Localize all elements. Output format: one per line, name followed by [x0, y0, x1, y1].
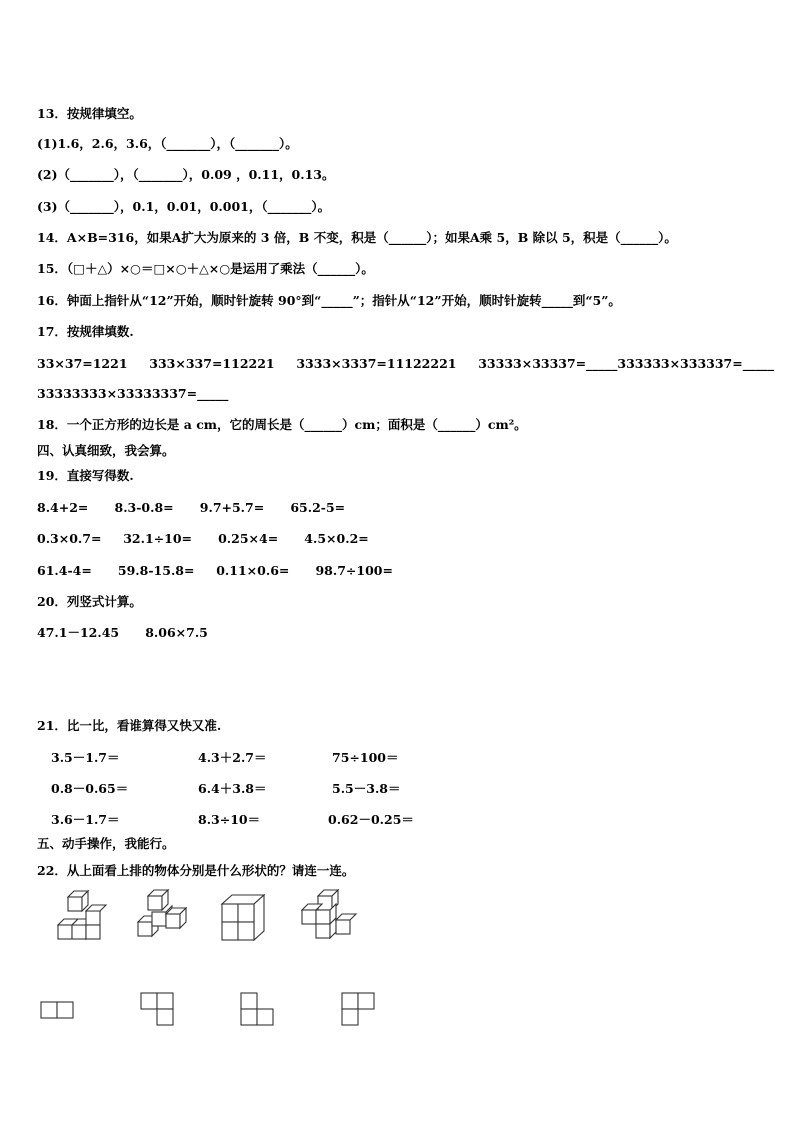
- q14: 14．A×B=316，如果A扩大为原来的 3 倍，B 不变，积是（______）；如果A乘 5，B 除以 5，积是（______）。: [37, 230, 677, 245]
- q20-title: 20．列竖式计算。: [37, 594, 142, 609]
- q13-item-2: (2)（_______），（_______），0.09 ，0.11，0.13。: [37, 167, 335, 182]
- q15: 15．（□＋△）×○＝□×○＋△×○是运用了乘法（______）。: [37, 261, 374, 276]
- q17-sequence: 33×37=1221 333×337=112221 3333×3337=11122221 33333×33337=_____333333×333337=_____: [37, 356, 774, 371]
- q21-cell: 0.62－0.25＝: [328, 812, 414, 827]
- q13-item-1: (1)1.6，2.6，3.6，（_______），（_______）。: [37, 136, 298, 151]
- top-view-shape-3: [240, 992, 276, 1028]
- q21-cell: 5.5－3.8＝: [332, 781, 401, 796]
- q21-cell: 3.5－1.7＝: [51, 750, 120, 765]
- q19-title: 19．直接写得数.: [37, 468, 134, 483]
- q19-row-2: 0.3×0.7= 32.1÷10= 0.25×4= 4.5×0.2=: [37, 531, 369, 546]
- q13-title: 13．按规律填空。: [37, 106, 142, 121]
- cube-object-1: [56, 884, 106, 942]
- q19-row-3: 61.4-4= 59.8-15.8= 0.11×0.6= 98.7÷100=: [37, 563, 393, 578]
- q13-item-3: (3)（_______），0.1，0.01，0.001，（_______）。: [37, 199, 331, 214]
- q18: 18．一个正方形的边长是 a cm，它的周长是（______）cm；面积是（______）cm²。: [37, 417, 527, 432]
- q21-cell: 3.6－1.7＝: [51, 812, 120, 827]
- q21-title: 21．比一比，看谁算得又快又准.: [37, 718, 222, 733]
- cube-object-2: [134, 890, 189, 946]
- q19-row-1: 8.4+2= 8.3-0.8= 9.7+5.7= 65.2-5=: [37, 500, 346, 515]
- q20-problems: 47.1－12.45 8.06×7.5: [37, 625, 208, 640]
- q17-title: 17．按规律填数.: [37, 324, 134, 339]
- cube-object-3: [218, 894, 270, 942]
- section-5-heading: 五、动手操作，我能行。: [37, 836, 175, 851]
- top-view-shape-1: [40, 1001, 76, 1019]
- q16: 16．钟面上指针从“12”开始，顺时针旋转 90°到“_____”；指针从“12”开始，顺时针旋转_____到“5”。: [37, 293, 621, 308]
- q21-cell: 6.4＋3.8＝: [198, 781, 267, 796]
- q22-title: 22．从上面看上排的物体分别是什么形状的？请连一连。: [37, 863, 355, 878]
- section-4-heading: 四、认真细致，我会算。: [37, 443, 175, 458]
- top-view-shape-2: [140, 992, 176, 1028]
- q21-cell: 0.8－0.65＝: [51, 781, 129, 796]
- cube-object-4: [298, 890, 356, 942]
- q17-last: 33333333×33333337=_____: [37, 386, 229, 401]
- q21-cell: 75÷100＝: [332, 750, 399, 765]
- top-view-shape-4: [341, 992, 377, 1028]
- q21-cell: 4.3＋2.7＝: [198, 750, 267, 765]
- q21-cell: 8.3÷10＝: [198, 812, 261, 827]
